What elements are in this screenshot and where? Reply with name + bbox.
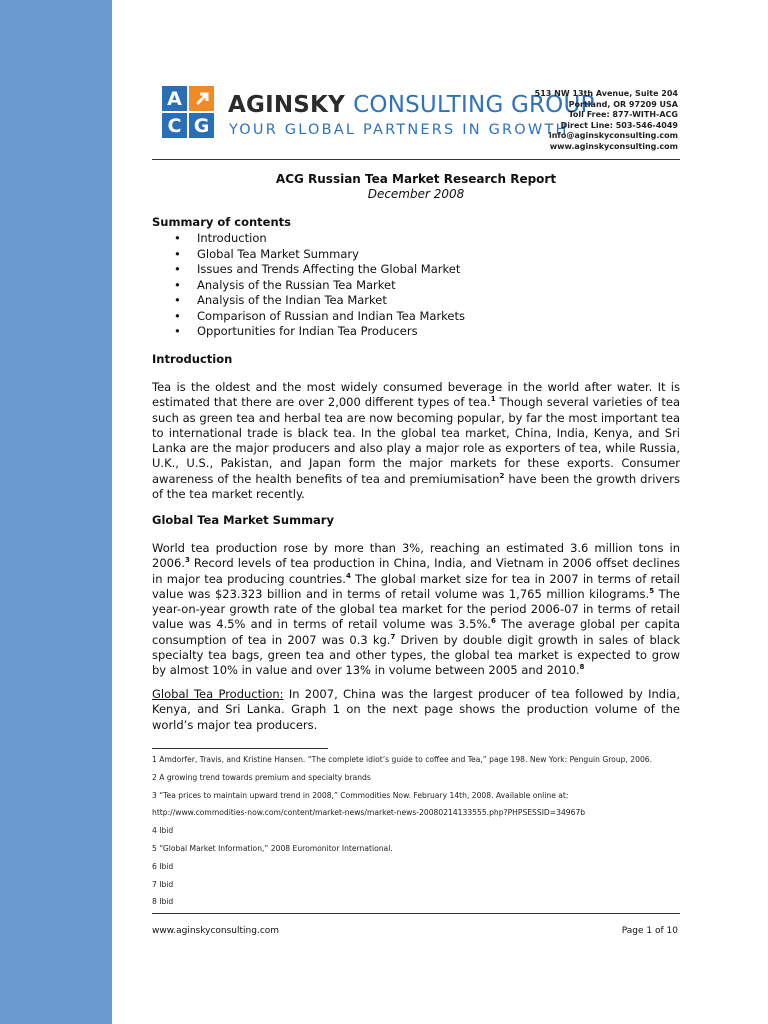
- left-sidebar-band: [0, 0, 112, 1024]
- report-date: December 2008: [367, 187, 465, 201]
- footnote-3: 3 “Tea prices to maintain upward trend in 2008,” Commodities Now. February 14th, 2008. Available online at:: [152, 790, 569, 800]
- footnote-2: 2 A growing trend towards premium and specialty brands: [152, 772, 371, 782]
- address-direct-line: Direct Line: 503-546-4049: [560, 120, 678, 130]
- production-paragraph: [152, 687, 680, 733]
- toc-item: • Analysis of the Indian Tea Market: [174, 293, 465, 309]
- address-email[interactable]: info@aginskyconsulting.com: [548, 131, 678, 140]
- logo-letter-c: C: [162, 113, 187, 138]
- footnote-3-url[interactable]: http://www.commodities-now.com/content/market-news/market-news-20080214133555.php?PHPSESSID=34967b: [152, 808, 586, 818]
- footnote-ref-3: 3: [184, 556, 190, 565]
- footer-website[interactable]: www.aginskyconsulting.com: [152, 926, 280, 936]
- production-label: Global Tea Production:: [152, 687, 284, 701]
- address-city: Portland, OR 97209 USA: [568, 99, 678, 109]
- logo-arrow-icon: [189, 86, 214, 111]
- summary-text-1: World tea production rose by more than 3%, reaching an estimated 3.6 million tons in 2006.: [152, 541, 680, 571]
- logo-letter-g: G: [189, 113, 214, 138]
- brand-name-dark: AGINSKY: [228, 92, 345, 118]
- footnote-ref-6: 6: [491, 617, 496, 626]
- summary-text-2: Record levels of tea production in China, India, and Vietnam in 2006 offset declines in major tea producing countries.: [152, 556, 680, 586]
- toc-item: • Opportunities for Indian Tea Producers: [174, 324, 465, 340]
- footnote-ref-5: 5: [649, 587, 655, 596]
- footnote-ref-1: 1: [490, 395, 496, 404]
- intro-heading: Introduction: [152, 352, 233, 366]
- footer-page-number: Page 1 of 10: [621, 926, 678, 936]
- summary-text-6: Driven by double digit growth in sales of black specialty tea bags, green tea and other types, the global tea market is expected to grow by almost 10% in value and over 13% in volume between 2005 and 2010.: [152, 632, 680, 678]
- toc-item: • Issues and Trends Affecting the Global Market: [174, 262, 465, 278]
- toc-heading: Summary of contents: [152, 215, 292, 229]
- toc-item: • Comparison of Russian and Indian Tea Markets: [174, 309, 465, 325]
- footnote-ref-2: 2: [499, 471, 505, 480]
- summary-heading: Global Tea Market Summary: [152, 513, 334, 527]
- report-title: ACG Russian Tea Market Research Report: [275, 172, 557, 186]
- brand-name-light: CONSULTING GROUP: [353, 92, 595, 118]
- footnote-4: 4 Ibid: [152, 826, 174, 836]
- footnote-ref-4: 4: [345, 571, 351, 580]
- intro-text-3: have been the growth drivers of the tea market recently.: [152, 471, 680, 502]
- toc-item: • Introduction: [174, 231, 465, 247]
- summary-paragraph: [152, 541, 680, 679]
- address-block: [535, 89, 678, 152]
- intro-text-2: Though several varieties of tea such as green tea and herbal tea are now becoming popular, by far the most important tea to international trade is black tea. In the global tea market, China, India, Kenya, and Sri Lanka are the major producers and also play a major role as exporters of tea, while Russia, U.K., U.S., Pakistan, and Japan form the major markets for these exports. Consumer awareness of the health benefits of tea and premiumisation: [152, 395, 681, 486]
- intro-paragraph: [152, 380, 680, 502]
- footnote-7: 7 Ibid: [152, 879, 174, 889]
- footnote-6: 6 Ibid: [152, 861, 174, 871]
- summary-text-5: The average global per capita consumption of tea in 2007 was 0.3 kg.: [152, 617, 680, 647]
- brand-tagline: YOUR GLOBAL PARTNERS IN GROWTH: [229, 122, 569, 138]
- footer-divider: [152, 913, 680, 914]
- summary-text-4: The year-on-year growth rate of the global tea market for the period 2006-07 in terms of retail value was 4.5% and in terms of retail volume was 3.5%.: [152, 586, 680, 632]
- footnote-divider: [152, 748, 328, 749]
- address-website[interactable]: www.aginskyconsulting.com: [549, 141, 678, 151]
- production-text: In 2007, China was the largest producer of tea followed by India, Kenya, and Sri Lanka. Graph 1 on the next page shows the production volume of the world’s major tea producers.: [152, 687, 680, 732]
- header-divider: [152, 159, 680, 160]
- toc-item: • Analysis of the Russian Tea Market: [174, 278, 465, 294]
- intro-text-1: Tea is the oldest and the most widely consumed beverage in the world after water. It is estimated that there are over 2,000 different types of tea.: [152, 380, 680, 410]
- footnotes: [152, 755, 692, 915]
- footnote-ref-7: 7: [390, 632, 396, 641]
- logo-letter-a: A: [162, 86, 187, 111]
- summary-text-3: The global market size for tea in 2007 in terms of retail value was $23.323 billion and in terms of retail volume was 1,765 million kilograms.: [152, 571, 680, 601]
- footnote-8: 8 Ibid: [152, 897, 174, 907]
- footnote-ref-8: 8: [579, 663, 585, 672]
- address-toll-free: Toll Free: 877-WITH-ACG: [568, 110, 678, 119]
- toc-item: • Global Tea Market Summary: [174, 247, 465, 263]
- footnote-5: 5 “Global Market Information,” 2008 Euromonitor International.: [152, 843, 393, 853]
- footnote-1: 1 Amdorfer, Travis, and Kristine Hansen. “The complete idiot’s guide to coffee and Tea,” page 198. New York: Penguin Group, 2006.: [152, 755, 653, 764]
- address-street: 513 NW 13th Avenue, Suite 204: [534, 89, 678, 98]
- acg-logo: [162, 86, 214, 138]
- toc-list: [174, 231, 465, 340]
